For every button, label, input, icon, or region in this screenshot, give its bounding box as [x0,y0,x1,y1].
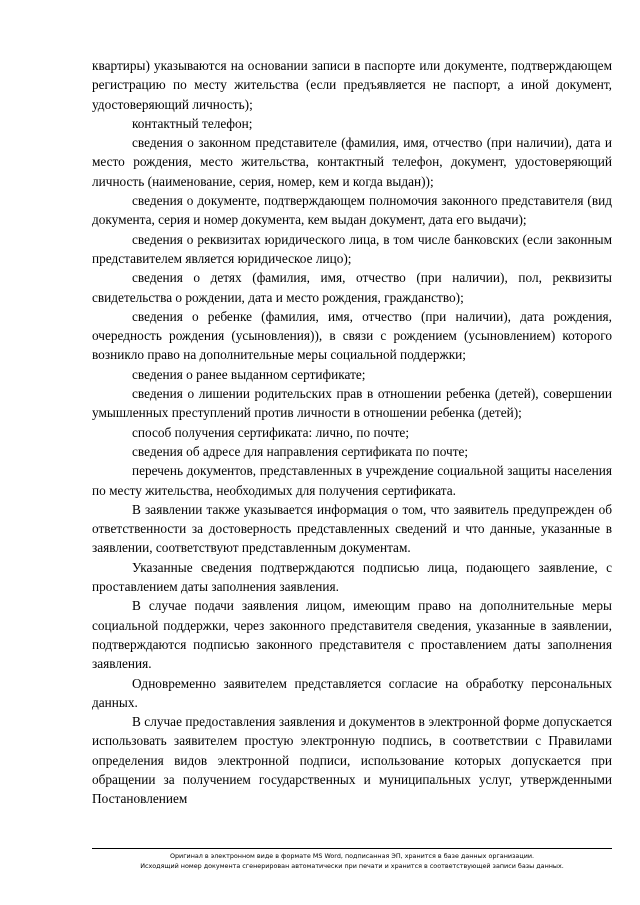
paragraph: Указанные сведения подтверждаются подписью лица, подающего заявление, с проставлением даты заполнения заявления. [92,559,612,595]
paragraph: сведения о документе, подтверждающем полномочия законного представителя (вид документа, серия и номер документа, кем выдан документ, дата его выдачи); [92,193,612,228]
paragraph: перечень документов, представленных в учреждение социальной защиты населения по месту жительства, необходимых для получения сертификата. [92,463,612,498]
document-body [92,56,612,809]
page-footer [80,851,624,871]
paragraph: сведения о реквизитах юридического лица, в том числе банковских (если законным представителем является юридическое лицо); [92,231,612,266]
paragraph: сведения об адресе для направления сертификата по почте; [132,443,469,459]
paragraph: квартиры) указываются на основании записи в паспорте или документе, подтверждающем регистрацию по месту жительства (если предъявляется не паспорт, а иной документ, удостоверяющий личность); [92,58,612,112]
paragraph: сведения о лишении родительских прав в отношении ребенка (детей), совершении умышленных преступлений против личности в отношении ребенка (детей); [92,386,612,421]
paragraph: В заявлении также указывается информация о том, что заявитель предупрежден об ответственности за достоверность представленных сведений и что данные, указанные в заявлении, соответствуют представленным документам. [92,501,612,556]
paragraph: сведения о детях (фамилия, имя, отчество (при наличии), пол, реквизиты свидетельства о рождении, дата и место рождения, гражданство); [92,270,612,305]
paragraph: контактный телефон; [132,115,253,131]
paragraph: В случае подачи заявления лицом, имеющим право на дополнительные меры социальной поддержки, через законного представителя сведения, указанные в заявлении, подтверждаются подписью законного представителя с проставлением даты заполнения заявления. [92,598,612,672]
paragraph: Одновременно заявителем представляется согласие на обработку персональных данных. [92,675,612,710]
paragraph: сведения о ранее выданном сертификате; [132,366,366,382]
footer-divider [92,848,612,849]
footer-line-1: Оригинал в электронном виде в формате MS Word, подписанная ЭП, хранится в базе данных организации. [169,852,535,860]
footer-line-2: Исходящий номер документа сгенерирован автоматически при печати и хранится в соответствующей записи базы данных. [140,862,564,870]
paragraph: способ получения сертификата: лично, по почте; [132,424,410,440]
paragraph: сведения о ребенке (фамилия, имя, отчество (при наличии), дата рождения, очередность рождения (усыновления)), в связи с рождением (усыновлением) которого возникло право на дополнительные меры социальной поддержки; [92,308,612,363]
paragraph: В случае предоставления заявления и документов в электронной форме допускается использовать заявителем простую электронную подпись, в соответствии с Правилами определения видов электронной подписи, использование которых допускается при обращении за получением государственных и муниципальных услуг, утвержденными Постановлением [92,714,612,807]
paragraph: сведения о законном представителе (фамилия, имя, отчество (при наличии), дата и место рождения, место жительства, контактный телефон, документ, удостоверяющий личность (наименование, серия, номер, кем и когда выдан)); [92,135,612,189]
